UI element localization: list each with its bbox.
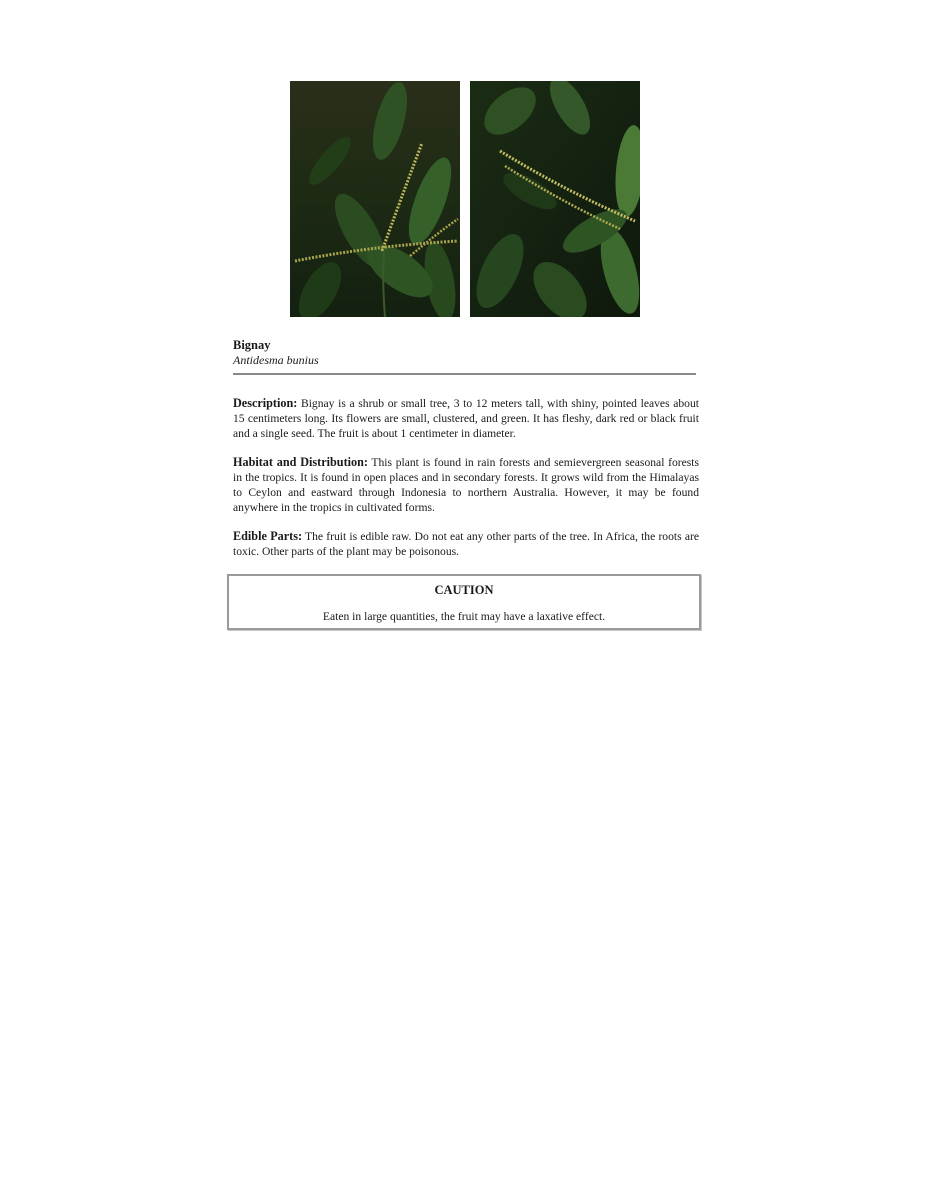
edible-parts-text: The fruit is edible raw. Do not eat any other parts of the tree. In Africa, the roots are toxic. Other parts of the plant may be poisonous. bbox=[233, 530, 699, 558]
habitat-heading: Habitat and Distribution: bbox=[233, 455, 368, 469]
caution-text: Eaten in large quantities, the fruit may have a laxative effect. bbox=[322, 610, 606, 623]
plant-common-name: Bignay bbox=[233, 338, 271, 352]
plant-title-block bbox=[233, 338, 695, 367]
caution-box bbox=[227, 574, 701, 630]
plant-scientific-name: Antidesma bunius bbox=[233, 353, 319, 367]
bignay-leaves-photo bbox=[470, 81, 640, 317]
description-text: Bignay is a shrub or small tree, 3 to 12 meters tall, with shiny, pointed leaves about 15 centimeters long. Its flowers are small, clustered, and green. It has fleshy, dark red or black fruit and a single seed. The fruit is about 1 centimeter in diameter. bbox=[233, 397, 699, 440]
habitat-section bbox=[233, 455, 699, 515]
caution-title: CAUTION bbox=[434, 583, 494, 597]
bignay-flower-spike-photo bbox=[290, 81, 460, 317]
description-heading: Description: bbox=[233, 396, 298, 410]
description-section bbox=[233, 396, 699, 441]
title-divider bbox=[233, 373, 696, 375]
habitat-text: This plant is found in rain forests and semievergreen seasonal forests in the tropics. It is found in open places and in secondary forests. It grows wild from the Himalayas to Ceylon and eastward through Indonesia to northern Australia. However, it may be found anywhere in the tropics in cultivated forms. bbox=[233, 456, 699, 514]
edible-parts-section bbox=[233, 529, 699, 559]
edible-parts-heading: Edible Parts: bbox=[233, 529, 303, 543]
